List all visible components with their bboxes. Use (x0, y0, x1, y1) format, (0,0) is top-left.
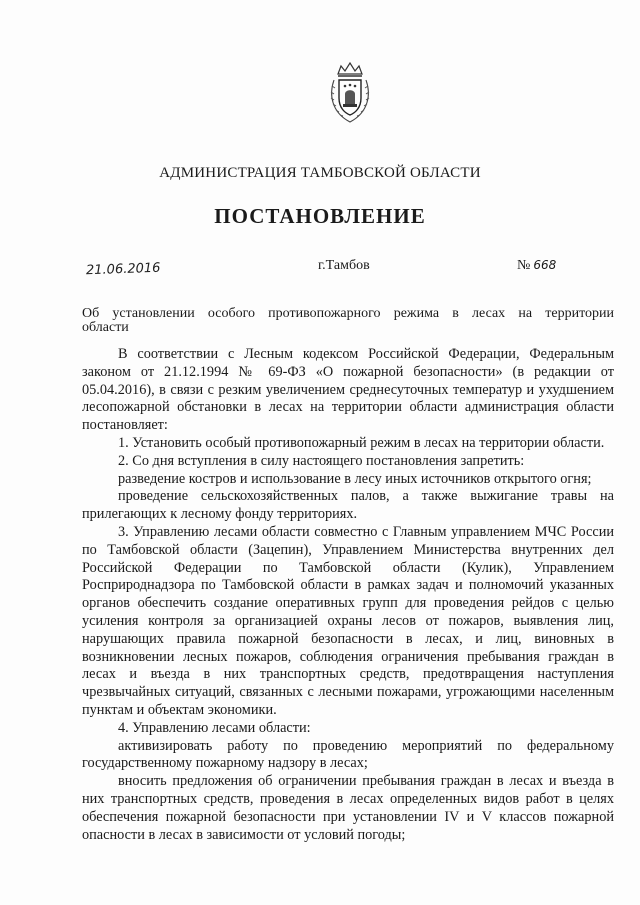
paragraph-item-2-a: разведение костров и использование в лесу иных источников открытого огня; (118, 470, 592, 487)
paragraph-item-1: 1. Установить особый противопожарный режим в лесах на территории области. (118, 434, 605, 451)
subject-line-1: Об установлении особого противопожарного режима в лесах на территории (82, 306, 614, 321)
paragraph-item-3: 3. Управлению лесами области совместно с Главным управлением МЧС России по Тамбовской области (Зацепин), Управлением Министерства внутренних дел Российской Федерации по Тамбовской области (Кулик), Управлением Росприроднадзора по Тамбовской области в рамках задач и полномочий указанных органов обеспечить создание оперативных групп для проведения рейдов с целью усиления контроля за организацией охраны лесов от пожаров, выявления лиц, нарушающих правила пожарной безопасности в лесах, и лиц, виновных в возникновении лесных пожаров, соблюдения ограничения пребывания граждан в лесах и въезда в них транспортных средств, предотвращения наступления чрезвычайных ситуаций, связанных с лесными пожарами, угрожающими населенным пунктам и объектам экономики. (82, 523, 614, 718)
paragraph-item-2: 2. Со дня вступления в силу настоящего постановления запретить: (118, 452, 525, 469)
paragraph-item-4-a: активизировать работу по проведению мероприятий по федеральному государственному пожарному надзору в лесах; (82, 737, 614, 772)
document-number (517, 258, 556, 274)
paragraph-item-4-b: вносить предложения об ограничении пребывания граждан в лесах и въезда в них транспортных средств, проведения в лесах определенных видов работ в целях обеспечения пожарной безопасности при установлении IV и V классов пожарной опасности в лесах в зависимости от условий погоды; (82, 773, 614, 843)
number-prefix: № (517, 258, 531, 273)
coat-of-arms-emblem (328, 60, 372, 126)
paragraph-item-4: 4. Управлению лесами области: (118, 719, 311, 736)
number-value: 668 (533, 258, 557, 272)
paragraph-preamble: В соответствии с Лесным кодексом Российской Федерации, Федеральным законом от 21.12.1994 № 69-ФЗ «О пожарной безопасности» (в редакции от 05.04.2016), в связи с резким увеличением среднесуточных температур и ухудшением лесопожарной обстановки в лесах на территории области администрация области постановляет: (82, 346, 614, 434)
paragraph-item-2-b: проведение сельскохозяйственных палов, а также выжигание травы на прилегающих к лесному фонду территориях. (82, 488, 614, 523)
subject-line-2: области (82, 320, 129, 335)
document-date: 21.06.2016 (85, 260, 161, 279)
organization-title: АДМИНИСТРАЦИЯ ТАМБОВСКОЙ ОБЛАСТИ (159, 165, 481, 181)
document-type-title: ПОСТАНОВЛЕНИЕ (214, 204, 426, 228)
document-body (82, 346, 614, 844)
document-city: г.Тамбов (318, 258, 370, 273)
